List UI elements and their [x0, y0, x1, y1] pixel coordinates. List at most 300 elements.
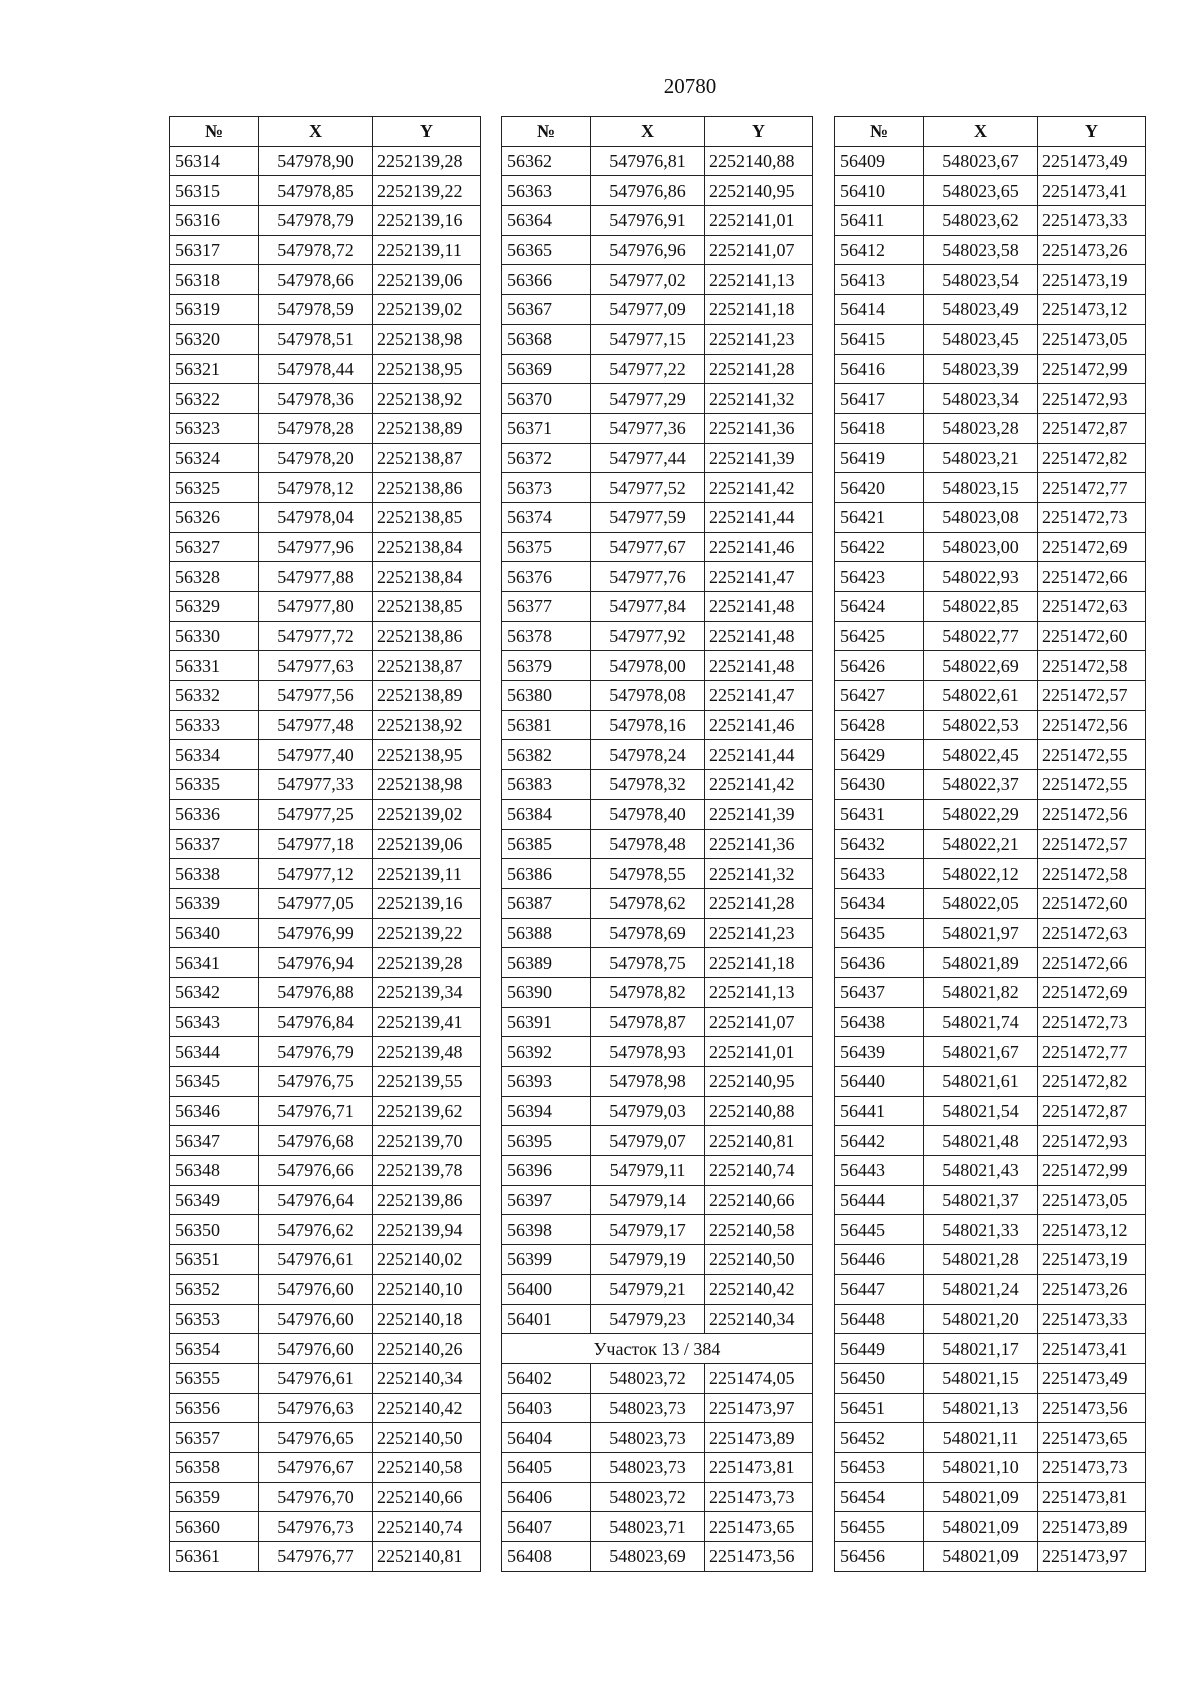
y-coordinate-cell: 2252139,94: [373, 1215, 481, 1245]
x-coordinate-cell: 547976,88: [259, 977, 373, 1007]
y-coordinate-cell: 2252139,78: [373, 1156, 481, 1186]
y-coordinate-cell: 2251473,41: [1038, 176, 1146, 206]
table-row: [835, 799, 1146, 829]
table-row: [170, 1423, 481, 1453]
y-coordinate-cell: 2251473,73: [705, 1482, 813, 1512]
x-coordinate-cell: 548022,29: [924, 799, 1038, 829]
table-row: [835, 1096, 1146, 1126]
y-coordinate-cell: 2252140,81: [373, 1542, 481, 1572]
point-number-cell: 56426: [835, 651, 924, 681]
y-coordinate-cell: 2252139,34: [373, 977, 481, 1007]
y-coordinate-cell: 2252140,66: [373, 1482, 481, 1512]
table-row: [835, 1156, 1146, 1186]
x-coordinate-cell: 547976,99: [259, 918, 373, 948]
x-coordinate-cell: 547976,65: [259, 1423, 373, 1453]
table-row: [502, 592, 813, 622]
y-coordinate-cell: 2251473,26: [1038, 235, 1146, 265]
x-coordinate-cell: 547979,17: [591, 1215, 705, 1245]
x-coordinate-cell: 547976,67: [259, 1452, 373, 1482]
point-number-cell: 56350: [170, 1215, 259, 1245]
point-number-cell: 56407: [502, 1512, 591, 1542]
x-coordinate-cell: 547977,18: [259, 829, 373, 859]
y-coordinate-cell: 2251473,81: [1038, 1482, 1146, 1512]
table-row: [502, 1126, 813, 1156]
table-row: [835, 1304, 1146, 1334]
x-coordinate-cell: 547979,03: [591, 1096, 705, 1126]
y-coordinate-cell: 2251472,63: [1038, 592, 1146, 622]
x-coordinate-cell: 548023,28: [924, 413, 1038, 443]
x-coordinate-cell: 548022,45: [924, 740, 1038, 770]
x-coordinate-cell: 547979,11: [591, 1156, 705, 1186]
point-number-cell: 56392: [502, 1037, 591, 1067]
table-row: [170, 532, 481, 562]
point-number-cell: 56348: [170, 1156, 259, 1186]
x-coordinate-cell: 548023,62: [924, 206, 1038, 236]
point-number-cell: 56336: [170, 799, 259, 829]
point-number-cell: 56341: [170, 948, 259, 978]
table-row: [835, 502, 1146, 532]
x-coordinate-cell: 548023,73: [591, 1452, 705, 1482]
x-coordinate-cell: 547977,09: [591, 295, 705, 325]
x-coordinate-cell: 547977,88: [259, 562, 373, 592]
table-row: [835, 740, 1146, 770]
point-number-cell: 56338: [170, 859, 259, 889]
point-number-cell: 56394: [502, 1096, 591, 1126]
y-coordinate-cell: 2252139,11: [373, 235, 481, 265]
y-coordinate-cell: 2252140,95: [705, 176, 813, 206]
y-coordinate-cell: 2252141,44: [705, 502, 813, 532]
point-number-cell: 56447: [835, 1274, 924, 1304]
y-coordinate-cell: 2252141,36: [705, 413, 813, 443]
x-coordinate-cell: 547978,66: [259, 265, 373, 295]
x-coordinate-cell: 548021,10: [924, 1452, 1038, 1482]
x-coordinate-cell: 547978,93: [591, 1037, 705, 1067]
x-coordinate-cell: 547978,90: [259, 146, 373, 176]
y-coordinate-cell: 2251473,65: [1038, 1423, 1146, 1453]
x-coordinate-cell: 547977,96: [259, 532, 373, 562]
point-number-cell: 56405: [502, 1452, 591, 1482]
y-coordinate-cell: 2252139,16: [373, 888, 481, 918]
y-coordinate-cell: 2252139,16: [373, 206, 481, 236]
point-number-cell: 56377: [502, 592, 591, 622]
table-row: [502, 384, 813, 414]
y-coordinate-cell: 2251472,60: [1038, 888, 1146, 918]
point-number-cell: 56347: [170, 1126, 259, 1156]
table-row: [170, 235, 481, 265]
y-coordinate-cell: 2252138,86: [373, 621, 481, 651]
table-row: [502, 1274, 813, 1304]
table-row: [835, 1393, 1146, 1423]
table-row: [835, 859, 1146, 889]
y-coordinate-cell: 2252141,18: [705, 948, 813, 978]
x-coordinate-cell: 548023,71: [591, 1512, 705, 1542]
y-coordinate-cell: 2252141,48: [705, 651, 813, 681]
table-row: [835, 1067, 1146, 1097]
x-coordinate-cell: 547977,40: [259, 740, 373, 770]
y-coordinate-cell: 2252138,98: [373, 324, 481, 354]
point-number-cell: 56437: [835, 977, 924, 1007]
table-row: [502, 948, 813, 978]
table-row: [835, 770, 1146, 800]
point-number-cell: 56345: [170, 1067, 259, 1097]
table-header-row: [502, 117, 813, 147]
point-number-cell: 56356: [170, 1393, 259, 1423]
y-coordinate-cell: 2252141,42: [705, 770, 813, 800]
y-coordinate-cell: 2252141,13: [705, 977, 813, 1007]
y-coordinate-cell: 2251472,99: [1038, 1156, 1146, 1186]
y-coordinate-cell: 2252141,18: [705, 295, 813, 325]
table-row: [835, 918, 1146, 948]
table-header-row: [835, 117, 1146, 147]
x-coordinate-cell: 547978,12: [259, 473, 373, 503]
table-row: [835, 1245, 1146, 1275]
point-number-cell: 56378: [502, 621, 591, 651]
y-coordinate-cell: 2251472,82: [1038, 443, 1146, 473]
y-coordinate-cell: 2252139,22: [373, 176, 481, 206]
y-coordinate-cell: 2251472,69: [1038, 532, 1146, 562]
point-number-cell: 56339: [170, 888, 259, 918]
x-coordinate-cell: 548022,37: [924, 770, 1038, 800]
point-number-cell: 56387: [502, 888, 591, 918]
x-coordinate-cell: 548022,93: [924, 562, 1038, 592]
x-coordinate-cell: 547978,69: [591, 918, 705, 948]
point-number-cell: 56414: [835, 295, 924, 325]
y-coordinate-cell: 2252138,84: [373, 532, 481, 562]
y-coordinate-cell: 2251472,58: [1038, 859, 1146, 889]
point-number-cell: 56325: [170, 473, 259, 503]
x-coordinate-cell: 547977,29: [591, 384, 705, 414]
table-row: [502, 1156, 813, 1186]
x-coordinate-cell: 548021,20: [924, 1304, 1038, 1334]
point-number-cell: 56412: [835, 235, 924, 265]
x-coordinate-cell: 547976,81: [591, 146, 705, 176]
x-coordinate-cell: 547976,63: [259, 1393, 373, 1423]
x-coordinate-cell: 547977,44: [591, 443, 705, 473]
y-coordinate-cell: 2252138,92: [373, 710, 481, 740]
point-number-cell: 56384: [502, 799, 591, 829]
point-number-cell: 56451: [835, 1393, 924, 1423]
table-row: [502, 1363, 813, 1393]
table-row: [835, 829, 1146, 859]
point-number-cell: 56442: [835, 1126, 924, 1156]
y-coordinate-cell: 2251472,56: [1038, 710, 1146, 740]
point-number-cell: 56342: [170, 977, 259, 1007]
x-coordinate-cell: 547977,63: [259, 651, 373, 681]
y-coordinate-cell: 2252141,42: [705, 473, 813, 503]
y-coordinate-cell: 2252141,48: [705, 621, 813, 651]
y-coordinate-cell: 2251472,77: [1038, 1037, 1146, 1067]
x-coordinate-cell: 548022,77: [924, 621, 1038, 651]
table-row: [502, 443, 813, 473]
table-row: [502, 1482, 813, 1512]
table-row: [170, 859, 481, 889]
table-row: [835, 295, 1146, 325]
table-row: [835, 1423, 1146, 1453]
table-row: [502, 562, 813, 592]
point-number-cell: 56450: [835, 1363, 924, 1393]
point-number-cell: 56453: [835, 1452, 924, 1482]
y-coordinate-cell: 2252140,34: [705, 1304, 813, 1334]
x-coordinate-cell: 547977,33: [259, 770, 373, 800]
point-number-cell: 56343: [170, 1007, 259, 1037]
table-row: [835, 1215, 1146, 1245]
table-row: [502, 1037, 813, 1067]
point-number-cell: 56376: [502, 562, 591, 592]
x-coordinate-cell: 548023,39: [924, 354, 1038, 384]
point-number-cell: 56423: [835, 562, 924, 592]
y-coordinate-cell: 2252139,48: [373, 1037, 481, 1067]
table-row: [835, 1126, 1146, 1156]
y-coordinate-cell: 2251472,87: [1038, 413, 1146, 443]
y-coordinate-cell: 2252139,70: [373, 1126, 481, 1156]
y-coordinate-cell: 2251473,19: [1038, 1245, 1146, 1275]
y-coordinate-cell: 2252139,06: [373, 265, 481, 295]
y-coordinate-cell: 2251472,69: [1038, 977, 1146, 1007]
point-number-cell: 56421: [835, 502, 924, 532]
table-row: [835, 948, 1146, 978]
x-coordinate-cell: 548023,72: [591, 1482, 705, 1512]
x-coordinate-cell: 547977,84: [591, 592, 705, 622]
point-number-cell: 56366: [502, 265, 591, 295]
y-coordinate-cell: 2251473,41: [1038, 1334, 1146, 1364]
point-number-cell: 56393: [502, 1067, 591, 1097]
x-coordinate-cell: 547979,23: [591, 1304, 705, 1334]
point-number-cell: 56369: [502, 354, 591, 384]
point-number-cell: 56373: [502, 473, 591, 503]
y-coordinate-cell: 2251473,05: [1038, 1185, 1146, 1215]
table-row: [502, 859, 813, 889]
point-number-cell: 56398: [502, 1215, 591, 1245]
y-coordinate-cell: 2252140,74: [373, 1512, 481, 1542]
point-number-cell: 56330: [170, 621, 259, 651]
x-coordinate-cell: 547978,87: [591, 1007, 705, 1037]
point-number-cell: 56322: [170, 384, 259, 414]
point-number-cell: 56446: [835, 1245, 924, 1275]
table-row: [170, 146, 481, 176]
point-number-cell: 56419: [835, 443, 924, 473]
table-row: [170, 265, 481, 295]
y-coordinate-cell: 2251473,12: [1038, 1215, 1146, 1245]
point-number-cell: 56443: [835, 1156, 924, 1186]
point-number-cell: 56328: [170, 562, 259, 592]
point-number-cell: 56404: [502, 1423, 591, 1453]
y-coordinate-cell: 2252141,28: [705, 354, 813, 384]
table-row: [502, 324, 813, 354]
table-row: [170, 443, 481, 473]
x-coordinate-cell: 548021,13: [924, 1393, 1038, 1423]
header-x: X: [591, 117, 705, 147]
y-coordinate-cell: 2252141,13: [705, 265, 813, 295]
table-row: [835, 146, 1146, 176]
x-coordinate-cell: 547977,02: [591, 265, 705, 295]
table-row: [170, 1542, 481, 1572]
x-coordinate-cell: 547978,75: [591, 948, 705, 978]
y-coordinate-cell: 2251473,12: [1038, 295, 1146, 325]
table-row: [502, 1007, 813, 1037]
table-row: [835, 562, 1146, 592]
table-row: [170, 621, 481, 651]
x-coordinate-cell: 548021,48: [924, 1126, 1038, 1156]
y-coordinate-cell: 2252140,50: [373, 1423, 481, 1453]
point-number-cell: 56317: [170, 235, 259, 265]
point-number-cell: 56433: [835, 859, 924, 889]
header-y: Y: [373, 117, 481, 147]
y-coordinate-cell: 2251473,33: [1038, 1304, 1146, 1334]
point-number-cell: 56427: [835, 681, 924, 711]
y-coordinate-cell: 2252141,46: [705, 532, 813, 562]
x-coordinate-cell: 547978,24: [591, 740, 705, 770]
x-coordinate-cell: 547977,76: [591, 562, 705, 592]
x-coordinate-cell: 547977,92: [591, 621, 705, 651]
table-row: [835, 265, 1146, 295]
x-coordinate-cell: 548023,15: [924, 473, 1038, 503]
y-coordinate-cell: 2251473,56: [1038, 1393, 1146, 1423]
point-number-cell: 56441: [835, 1096, 924, 1126]
y-coordinate-cell: 2252138,84: [373, 562, 481, 592]
table-row: [502, 235, 813, 265]
point-number-cell: 56434: [835, 888, 924, 918]
table-row: [835, 384, 1146, 414]
x-coordinate-cell: 547978,85: [259, 176, 373, 206]
header-x: X: [259, 117, 373, 147]
table-row: [170, 1304, 481, 1334]
x-coordinate-cell: 547976,61: [259, 1245, 373, 1275]
y-coordinate-cell: 2252138,92: [373, 384, 481, 414]
point-number-cell: 56340: [170, 918, 259, 948]
x-coordinate-cell: 547976,75: [259, 1067, 373, 1097]
x-coordinate-cell: 548023,69: [591, 1542, 705, 1572]
table-row: [835, 681, 1146, 711]
y-coordinate-cell: 2251472,60: [1038, 621, 1146, 651]
y-coordinate-cell: 2252140,88: [705, 1096, 813, 1126]
y-coordinate-cell: 2252138,89: [373, 681, 481, 711]
section-label: Участок 13 / 384: [502, 1334, 813, 1364]
x-coordinate-cell: 548021,54: [924, 1096, 1038, 1126]
point-number-cell: 56400: [502, 1274, 591, 1304]
point-number-cell: 56344: [170, 1037, 259, 1067]
y-coordinate-cell: 2252139,86: [373, 1185, 481, 1215]
table-row: [502, 354, 813, 384]
y-coordinate-cell: 2252138,89: [373, 413, 481, 443]
y-coordinate-cell: 2252140,02: [373, 1245, 481, 1275]
x-coordinate-cell: 548021,33: [924, 1215, 1038, 1245]
table-row: [502, 1452, 813, 1482]
table-row: [502, 473, 813, 503]
x-coordinate-cell: 548023,08: [924, 502, 1038, 532]
x-coordinate-cell: 548021,09: [924, 1512, 1038, 1542]
table-row: [835, 1512, 1146, 1542]
y-coordinate-cell: 2252141,07: [705, 1007, 813, 1037]
y-coordinate-cell: 2252139,02: [373, 295, 481, 325]
point-number-cell: 56352: [170, 1274, 259, 1304]
point-number-cell: 56318: [170, 265, 259, 295]
point-number-cell: 56416: [835, 354, 924, 384]
x-coordinate-cell: 547977,36: [591, 413, 705, 443]
y-coordinate-cell: 2252140,88: [705, 146, 813, 176]
table-row: [835, 977, 1146, 1007]
point-number-cell: 56397: [502, 1185, 591, 1215]
point-number-cell: 56321: [170, 354, 259, 384]
x-coordinate-cell: 547976,64: [259, 1185, 373, 1215]
y-coordinate-cell: 2252140,58: [705, 1215, 813, 1245]
point-number-cell: 56435: [835, 918, 924, 948]
x-coordinate-cell: 547977,59: [591, 502, 705, 532]
y-coordinate-cell: 2252141,44: [705, 740, 813, 770]
x-coordinate-cell: 548021,97: [924, 918, 1038, 948]
y-coordinate-cell: 2251473,97: [1038, 1542, 1146, 1572]
table-row: [502, 1096, 813, 1126]
x-coordinate-cell: 548023,67: [924, 146, 1038, 176]
table-row: [170, 354, 481, 384]
point-number-cell: 56399: [502, 1245, 591, 1275]
point-number-cell: 56351: [170, 1245, 259, 1275]
x-coordinate-cell: 548021,24: [924, 1274, 1038, 1304]
point-number-cell: 56353: [170, 1304, 259, 1334]
point-number-cell: 56403: [502, 1393, 591, 1423]
point-number-cell: 56354: [170, 1334, 259, 1364]
x-coordinate-cell: 547976,73: [259, 1512, 373, 1542]
y-coordinate-cell: 2252138,95: [373, 354, 481, 384]
table-row: [835, 651, 1146, 681]
x-coordinate-cell: 548023,45: [924, 324, 1038, 354]
y-coordinate-cell: 2252141,47: [705, 681, 813, 711]
y-coordinate-cell: 2251472,93: [1038, 1126, 1146, 1156]
x-coordinate-cell: 547978,16: [591, 710, 705, 740]
table-row: [502, 1512, 813, 1542]
point-number-cell: 56323: [170, 413, 259, 443]
y-coordinate-cell: 2252140,26: [373, 1334, 481, 1364]
table-row: [502, 977, 813, 1007]
header-y: Y: [1038, 117, 1146, 147]
y-coordinate-cell: 2252140,81: [705, 1126, 813, 1156]
table-row: [170, 948, 481, 978]
point-number-cell: 56363: [502, 176, 591, 206]
x-coordinate-cell: 547978,62: [591, 888, 705, 918]
x-coordinate-cell: 547978,32: [591, 770, 705, 800]
x-coordinate-cell: 548021,37: [924, 1185, 1038, 1215]
table-row: [835, 1185, 1146, 1215]
table-row: [502, 1245, 813, 1275]
table-row: [502, 176, 813, 206]
point-number-cell: 56420: [835, 473, 924, 503]
point-number-cell: 56425: [835, 621, 924, 651]
table-row: [170, 710, 481, 740]
point-number-cell: 56424: [835, 592, 924, 622]
point-number-cell: 56333: [170, 710, 259, 740]
point-number-cell: 56332: [170, 681, 259, 711]
point-number-cell: 56430: [835, 770, 924, 800]
point-number-cell: 56386: [502, 859, 591, 889]
table-row: [170, 829, 481, 859]
point-number-cell: 56448: [835, 1304, 924, 1334]
point-number-cell: 56372: [502, 443, 591, 473]
point-number-cell: 56431: [835, 799, 924, 829]
x-coordinate-cell: 547976,79: [259, 1037, 373, 1067]
y-coordinate-cell: 2251472,55: [1038, 740, 1146, 770]
point-number-cell: 56422: [835, 532, 924, 562]
x-coordinate-cell: 547977,15: [591, 324, 705, 354]
x-coordinate-cell: 548021,15: [924, 1363, 1038, 1393]
table-row: [170, 1185, 481, 1215]
point-number-cell: 56358: [170, 1452, 259, 1482]
x-coordinate-cell: 548022,05: [924, 888, 1038, 918]
y-coordinate-cell: 2251473,56: [705, 1542, 813, 1572]
table-row: [502, 206, 813, 236]
y-coordinate-cell: 2251473,05: [1038, 324, 1146, 354]
x-coordinate-cell: 547978,48: [591, 829, 705, 859]
y-coordinate-cell: 2251473,26: [1038, 1274, 1146, 1304]
x-coordinate-cell: 547976,96: [591, 235, 705, 265]
